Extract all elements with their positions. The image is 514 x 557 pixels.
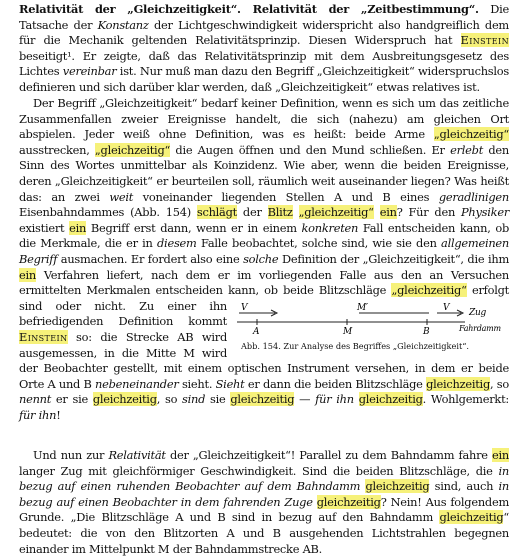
- highlight: Blitz: [267, 205, 293, 220]
- text: Begriff erst dann, wenn er in einem: [86, 220, 302, 235]
- emphasis: allgemeinen Begriff: [19, 236, 510, 266]
- text: Falle beobachtet, solche sind, wie sie den: [196, 236, 442, 251]
- text: er sie: [51, 392, 93, 407]
- highlight: ein: [379, 205, 397, 220]
- paragraph-simultaneity-definition: [19, 96, 509, 423]
- highlight: „gleichzeitig“: [298, 205, 374, 220]
- text: [293, 205, 299, 219]
- emphasis: Konstanz: [97, 17, 149, 32]
- figure-caption: Abb. 154. Zur Analyse des Begriffes „Gleichzeitigkeit“.: [241, 340, 470, 351]
- label-m: M: [343, 326, 352, 337]
- highlight: gleichzeitig: [316, 494, 381, 509]
- emphasis: nennt: [19, 392, 52, 407]
- emphasis: in bezug auf einen Beobachter in dem fahrenden Zuge: [19, 479, 509, 509]
- highlight: „gleichzeitig“: [94, 142, 171, 157]
- highlight: ein: [19, 267, 36, 282]
- text: ausstrecken,: [19, 142, 95, 157]
- emphasis: ihn: [336, 392, 354, 407]
- highlight: gleichzeitig: [230, 392, 295, 407]
- text: Eisenbahndammes (Abb. 154): [19, 205, 197, 220]
- emphasis: geradlinigen: [438, 189, 510, 204]
- emphasis: für: [315, 392, 332, 407]
- text: ? Nein! Aus folgendem Grunde. „Die Blitzschläge A und B sind in bezug auf den Bahndamm: [19, 494, 510, 525]
- text: —: [294, 392, 316, 407]
- emphasis: Relativität: [108, 448, 166, 462]
- text: die Augen öffnen und den Mund schließen. Er: [170, 142, 451, 157]
- text: existiert: [19, 220, 70, 235]
- highlight-einstein: Einstein: [19, 329, 68, 344]
- highlight: „gleichzeitig“: [433, 127, 509, 142]
- text: Die Tatsache der: [19, 2, 509, 32]
- paragraph-relativity-simultaneity: [19, 448, 509, 557]
- label-b: B: [423, 326, 430, 337]
- text: der „Gleichzeitigkeit“! Parallel zu dem Bahndamm fahre: [165, 448, 493, 462]
- highlight: „gleichzeitig“: [391, 283, 467, 298]
- text: er dann die beiden Blitzschläge: [244, 376, 427, 391]
- emphasis: vereinbar: [62, 64, 117, 79]
- text: !: [56, 407, 61, 422]
- highlight-einstein: Einstein: [460, 33, 509, 48]
- highlight: gleichzeitig: [358, 392, 423, 407]
- label-v-right: V: [443, 302, 450, 313]
- figure-154: [233, 301, 509, 357]
- emphasis: in bezug auf einen ruhenden Beobachter auf dem Bahndamm: [19, 463, 509, 494]
- emphasis: Sieht: [215, 376, 245, 391]
- highlight: ein: [492, 448, 509, 462]
- text: Verfahren liefert, nach dem er im vorliegenden Falle aus den an Versuchen ermittelten Merkmalen entscheiden kann, ob beide Blitzschläge: [19, 267, 509, 298]
- text: Definition der „Gleichzeitigkeit“, die ihm: [278, 251, 509, 266]
- text: der Lichtgeschwindigkeit widerspricht also handgreiflich dem für die Mechanik geltenden Relativitätsprinzip. Diesen Widerspruch hat: [19, 17, 509, 48]
- highlight: gleichzeitig: [365, 479, 430, 494]
- emphasis: sind: [182, 392, 206, 407]
- text: Fall entscheiden kann, ob die Merkmale, die er in: [19, 220, 509, 251]
- emphasis: nebeneinander: [95, 376, 179, 391]
- highlight: schlägt: [196, 205, 237, 220]
- highlight: gleichzeitig: [439, 510, 504, 525]
- highlight: gleichzeitig: [426, 376, 490, 391]
- highlight: ein: [69, 220, 87, 235]
- emphasis: erlebt: [450, 142, 484, 157]
- text: beseitigt¹. Er zeigte, daß das Relativitätsprinzip mit dem Ausbreitungsgesetz des Lichtes: [19, 48, 509, 79]
- text: so: die Strecke AB wird ausgemessen, in die Mitte M wird der Beobachter gestellt, mit einem optischen Instrument versehen, in dem er beide Orte A und B: [19, 329, 509, 391]
- text: , so: [490, 376, 509, 391]
- text: voneinander liegenden Stellen A und B eines: [133, 189, 439, 204]
- text: [354, 392, 359, 406]
- highlight: gleichzeitig: [92, 392, 157, 407]
- label-zug: Zug: [469, 307, 487, 318]
- text: Und nun zur: [33, 448, 109, 462]
- text: Der Begriff „Gleichzeitigkeit“ bedarf keiner Definition, wenn es sich um das zeitliche Zusammenfallen zweier Ereignisse handelt, die sich (nahezu) am gleichen Ort abspielen. Jeder weiß ohne Definition, was es heißt: beide Arme: [19, 96, 509, 142]
- text: erfolgt sind oder nicht. Zu einer ihn befriedigenden Definition kommt: [19, 283, 509, 329]
- text: ? Für den: [396, 205, 461, 220]
- text: ist. Nur muß man dazu den Begriff „Gleichzeitigkeit“ widerspruchslos definieren und sich darüber klar werden, daß „Gleichzeitigkeit“ etwas relatives ist.: [19, 64, 509, 94]
- paragraph-relativity-intro: [19, 2, 509, 96]
- emphasis: solche: [243, 251, 279, 266]
- text: langer Zug mit gleichförmiger Geschwindigkeit. Sind die beiden Blitzschläge, die: [19, 463, 499, 478]
- text: , so: [156, 392, 183, 407]
- label-fahrdamm: Fahrdamm: [459, 323, 501, 333]
- text: der: [236, 205, 268, 220]
- section-lead-title: Relativität der „Gleichzeitigkeit“. Relativität der „Zeitbestimmung“.: [19, 2, 479, 16]
- label-v-left: V: [241, 302, 248, 313]
- emphasis: für ihn: [19, 407, 57, 422]
- text: ausmachen. Er fordert also eine: [57, 251, 244, 266]
- text: den Sinn des Wortes unmittelbar als Koinzidenz. Wie aber, wenn die beiden Ereignisse, deren „Gleichzeitigkeit“ er beurteilen soll, räumlich weit auseinander liegen? Was heißt das: an zwei: [19, 142, 509, 204]
- text: sieht.: [178, 376, 216, 391]
- text: [374, 205, 380, 219]
- label-m-prime: M′: [357, 302, 368, 313]
- text: sind, auch: [429, 479, 499, 494]
- emphasis: Physiker: [461, 205, 510, 220]
- text: . Wohlgemerkt:: [422, 392, 509, 407]
- railway-diagram: [233, 301, 509, 337]
- emphasis: diesem: [157, 236, 197, 251]
- emphasis: konkreten: [301, 220, 359, 235]
- text: “ bedeutet: die von den Blitzorten A und B ausgehenden Lichtstrahlen begegnen einander im Mittelpunkt M der Bahndammstrecke AB.: [19, 510, 509, 556]
- emphasis: weit: [109, 189, 134, 204]
- text: sie: [205, 392, 231, 407]
- label-a: A: [253, 326, 260, 337]
